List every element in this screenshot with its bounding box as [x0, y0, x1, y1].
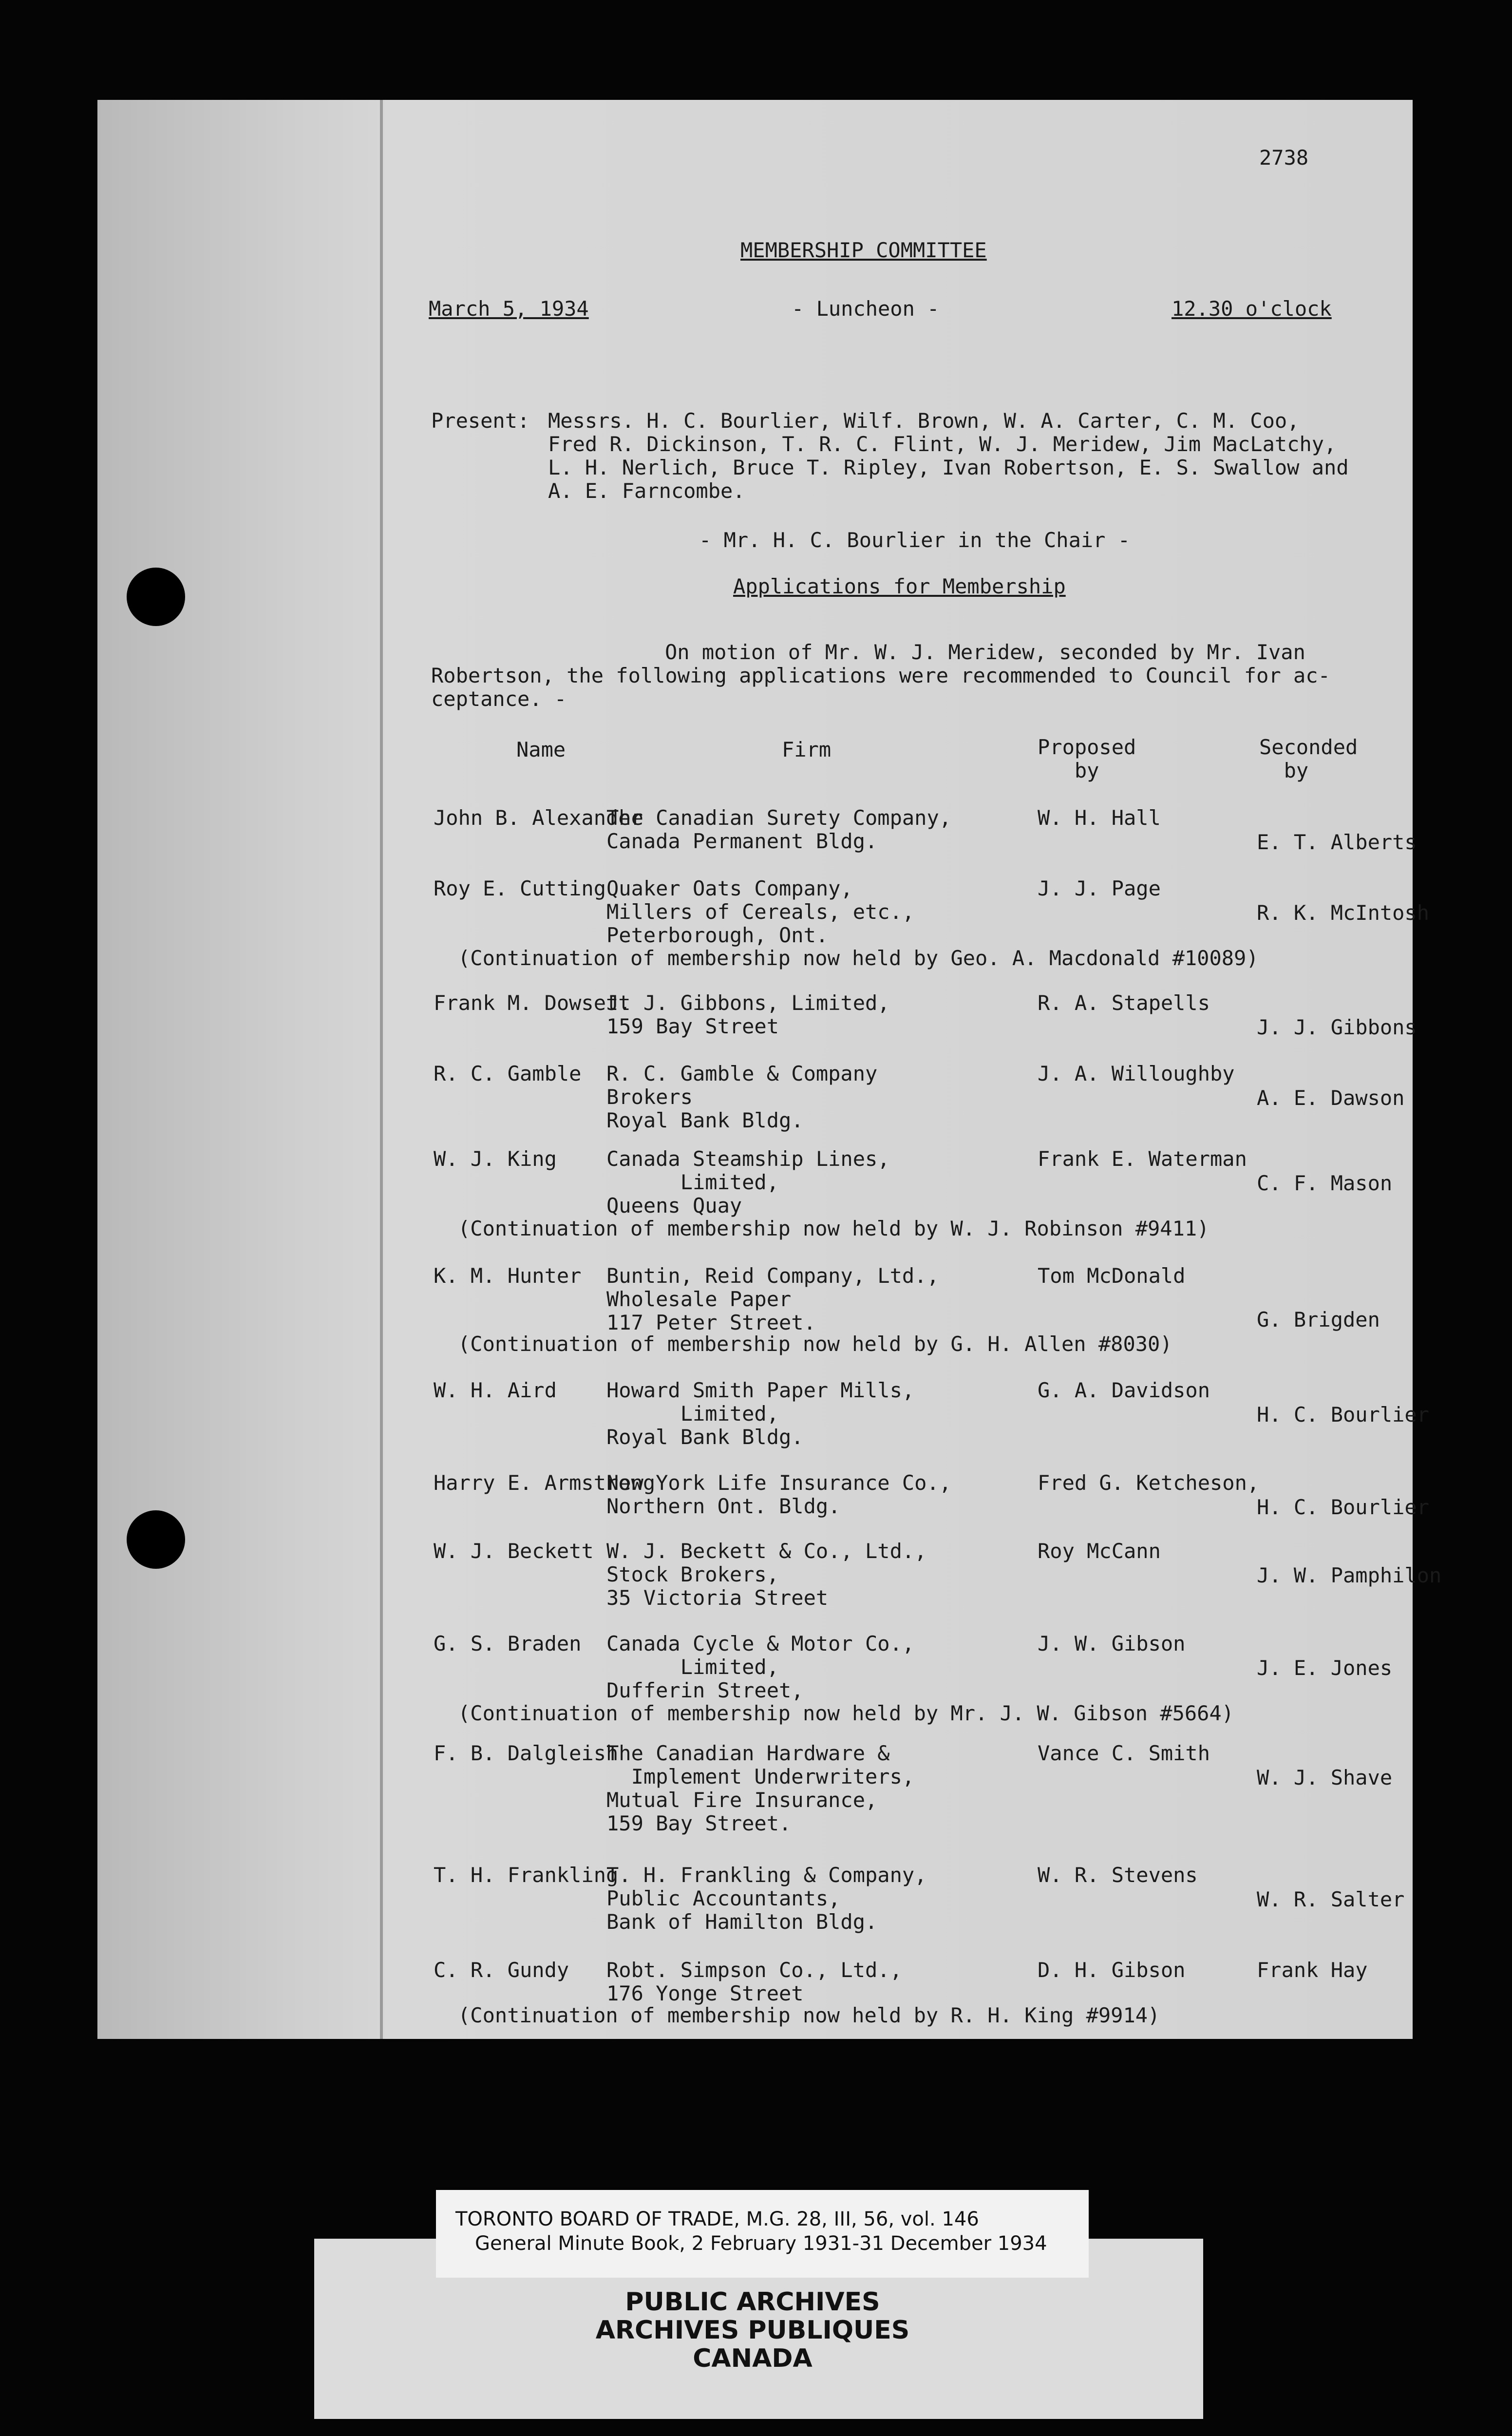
row-firm: Howard Smith Paper Mills, Limited, Royal Bank Bldg.	[606, 1378, 915, 1449]
motion-line-1: On motion of Mr. W. J. Meridew, seconded by Mr. Ivan	[665, 640, 1305, 664]
row-name: John B. Alexander	[434, 806, 643, 830]
row-firm: Buntin, Reid Company, Ltd., Wholesale Paper 117 Peter Street.	[606, 1264, 939, 1334]
row-proposed: Roy McCann	[1038, 1539, 1161, 1563]
row-firm: Canada Steamship Lines, Limited, Queens Quay	[606, 1147, 890, 1218]
present-line-4: A. E. Farncombe.	[548, 479, 745, 503]
archive-stamp-1: PUBLIC ARCHIVES	[625, 2287, 880, 2317]
archive-line-1: TORONTO BOARD OF TRADE, M.G. 28, III, 56, vol. 146	[455, 2208, 979, 2230]
punch-hole-top	[127, 568, 185, 626]
meeting-time: 12.30 o'clock	[1172, 297, 1332, 321]
row-proposed: Tom McDonald	[1038, 1264, 1186, 1288]
row-seconded: H. C. Bourlier	[1257, 1495, 1430, 1519]
row-proposed: Vance C. Smith	[1038, 1741, 1210, 1765]
row-proposed: R. A. Stapells	[1038, 991, 1210, 1015]
row-firm: Quaker Oats Company, Millers of Cereals, etc., Peterborough, Ont.	[606, 876, 915, 947]
row-name: W. J. King	[434, 1147, 557, 1171]
row-proposed: G. A. Davidson	[1038, 1378, 1210, 1402]
row-seconded: W. R. Salter	[1257, 1887, 1405, 1911]
margin-rule	[380, 100, 383, 2039]
row-proposed: J. W. Gibson	[1038, 1632, 1186, 1656]
row-firm: J. J. Gibbons, Limited, 159 Bay Street	[606, 991, 890, 1038]
row-seconded: W. J. Shave	[1257, 1766, 1393, 1789]
row-firm: Robt. Simpson Co., Ltd., 176 Yonge Street	[606, 1958, 902, 2005]
row-firm: The Canadian Surety Company, Canada Permanent Bldg.	[606, 806, 952, 853]
row-proposed: Fred G. Ketcheson,	[1038, 1471, 1260, 1495]
archive-line-2: General Minute Book, 2 February 1931-31 December 1934	[475, 2232, 1047, 2255]
header-seconded: Seconded by	[1259, 735, 1358, 782]
row-name: Roy E. Cutting	[434, 876, 606, 900]
archive-stamp-3: CANADA	[693, 2344, 813, 2373]
motion-line-3: ceptance. -	[431, 687, 567, 711]
row-continuation-note: (Continuation of membership now held by Mr. J. W. Gibson #5664)	[458, 1701, 1234, 1725]
meeting-type: - Luncheon -	[792, 297, 940, 321]
header-firm: Firm	[782, 738, 832, 761]
row-continuation-note: (Continuation of membership now held by G. H. Allen #8030)	[458, 1332, 1172, 1356]
row-seconded: J. E. Jones	[1257, 1656, 1393, 1680]
motion-line-2: Robertson, the following applications were recommended to Council for ac-	[431, 664, 1330, 687]
row-firm: R. C. Gamble & Company Brokers Royal Bank Bldg.	[606, 1062, 878, 1132]
row-continuation-note: (Continuation of membership now held by W. J. Robinson #9411)	[458, 1217, 1210, 1240]
row-continuation-note: (Continuation of membership now held by R. H. King #9914)	[458, 2003, 1160, 2027]
row-firm: Canada Cycle & Motor Co., Limited, Dufferin Street,	[606, 1632, 915, 1702]
row-seconded: G. Brigden	[1257, 1308, 1380, 1332]
row-name: K. M. Hunter	[434, 1264, 582, 1288]
present-line-3: L. H. Nerlich, Bruce T. Ripley, Ivan Robertson, E. S. Swallow and	[548, 456, 1349, 479]
page-gutter	[97, 100, 385, 2039]
meeting-date: March 5, 1934	[429, 297, 589, 321]
section-title: Applications for Membership	[733, 574, 1066, 598]
row-proposed: J. A. Willoughby	[1038, 1062, 1235, 1085]
present-label: Present:	[431, 409, 530, 433]
row-firm: T. H. Frankling & Company, Public Accountants, Bank of Hamilton Bldg.	[606, 1863, 927, 1934]
row-proposed: W. H. Hall	[1038, 806, 1161, 830]
punch-hole-bottom	[127, 1510, 185, 1569]
row-name: Frank M. Dowsett	[434, 991, 631, 1015]
archive-caption	[436, 2190, 1089, 2278]
row-seconded: J. W. Pamphilon	[1257, 1563, 1442, 1587]
row-firm: New York Life Insurance Co., Northern Ont. Bldg.	[606, 1471, 952, 1518]
row-name: C. R. Gundy	[434, 1958, 569, 1982]
row-seconded: H. C. Bourlier	[1257, 1403, 1430, 1427]
row-seconded: J. J. Gibbons	[1257, 1015, 1417, 1039]
row-proposed: W. R. Stevens	[1038, 1863, 1198, 1887]
row-name: R. C. Gamble	[434, 1062, 582, 1085]
row-name: Harry E. Armstrong	[434, 1471, 656, 1495]
row-proposed: J. J. Page	[1038, 876, 1161, 900]
row-proposed: D. H. Gibson	[1038, 1958, 1186, 1982]
archive-label	[314, 2205, 1203, 2419]
row-firm: W. J. Beckett & Co., Ltd., Stock Brokers, 35 Victoria Street	[606, 1539, 927, 1610]
archive-stamp-2: ARCHIVES PUBLIQUES	[595, 2316, 910, 2345]
page-title: MEMBERSHIP COMMITTEE	[740, 238, 987, 262]
row-seconded: Frank Hay	[1257, 1958, 1368, 1982]
row-name: G. S. Braden	[434, 1632, 582, 1656]
row-name: W. J. Beckett	[434, 1539, 594, 1563]
row-seconded: E. T. Alberts	[1257, 830, 1417, 854]
row-seconded: C. F. Mason	[1257, 1171, 1393, 1195]
chair-note: - Mr. H. C. Bourlier in the Chair -	[699, 528, 1131, 552]
present-line-2: Fred R. Dickinson, T. R. C. Flint, W. J. Meridew, Jim MacLatchy,	[548, 432, 1337, 456]
row-name: W. H. Aird	[434, 1378, 557, 1402]
row-name: F. B. Dalgleish	[434, 1741, 619, 1765]
header-proposed: Proposed by	[1038, 735, 1136, 782]
row-seconded: R. K. McIntosh	[1257, 901, 1430, 925]
present-line-1: Messrs. H. C. Bourlier, Wilf. Brown, W. A. Carter, C. M. Coo,	[548, 409, 1300, 433]
row-continuation-note: (Continuation of membership now held by Geo. A. Macdonald #10089)	[458, 946, 1259, 970]
header-name: Name	[516, 738, 566, 761]
page-number: 2738	[1259, 146, 1309, 170]
document-page	[97, 100, 1442, 2039]
row-proposed: Frank E. Waterman	[1038, 1147, 1247, 1171]
row-name: T. H. Frankling	[434, 1863, 619, 1887]
row-firm: The Canadian Hardware & Implement Underwriters, Mutual Fire Insurance, 159 Bay Street.	[606, 1741, 915, 1835]
row-seconded: A. E. Dawson	[1257, 1086, 1405, 1110]
